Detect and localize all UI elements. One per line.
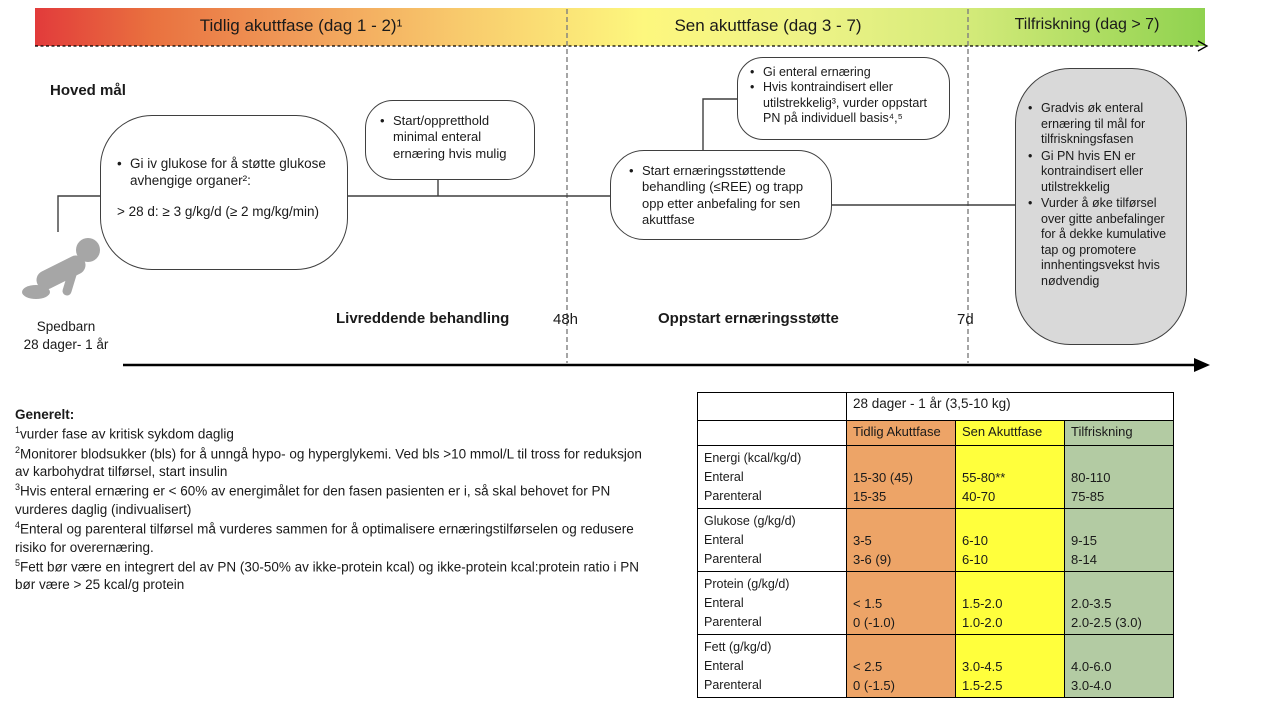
table-cell-line: [962, 638, 1058, 657]
table-cell-line: 1.5-2.0: [962, 596, 1003, 611]
bubble-recovery-phase: [1015, 68, 1187, 345]
table-group-label-cell: [698, 509, 847, 572]
phase-axis-arrowhead-icon: [1198, 41, 1207, 51]
connector-infant-goal1: [58, 196, 101, 232]
table-cell-line: 4.0-6.0: [1071, 659, 1112, 674]
table-cell-line: [1071, 638, 1167, 657]
table-phase-header-cell: Tilfriskning: [1065, 421, 1174, 446]
table-cell-line: 3.0-4.5: [962, 659, 1003, 674]
table-phase-header-row: [698, 421, 1174, 446]
table-cell-line: Enteral: [704, 533, 744, 547]
table-cell-line: Protein (g/kg/d): [704, 577, 790, 591]
table-phase-header-cell: Tidlig Akuttfase: [847, 421, 956, 446]
table-value-cell: [1065, 446, 1174, 509]
table-cell-line: 3-5: [853, 533, 872, 548]
table-cell-line: [853, 575, 949, 594]
footnotes-list: [15, 424, 650, 594]
bubble-iv-glucose: [100, 115, 348, 270]
bullet-item: • Start ernæringsstøttende behandling (≤REE) og trapp opp etter anbefaling for sen akuttfase: [627, 163, 823, 228]
infant-age-label: [6, 318, 126, 354]
table-cell-line: [1071, 575, 1167, 594]
table-value-cell: [956, 446, 1065, 509]
timepoint-7d-label: 7d: [957, 311, 974, 328]
table-cell-line: 3.0-4.0: [1071, 678, 1112, 693]
bullet-item: • Gi iv glukose for å støtte glukose avhengige organer²:: [115, 156, 329, 190]
table-cell-line: [962, 575, 1058, 594]
nutrition-start-label: Oppstart ernæringsstøtte: [658, 310, 839, 327]
table-header-row: [698, 393, 1174, 421]
table-cell-line: 80-110: [1071, 470, 1111, 485]
bullet-item: • Start/oppretthold minimal enteral ernæring hvis mulig: [378, 113, 524, 162]
table-value-cell: [847, 446, 956, 509]
table-cell-line: 2.0-3.5: [1071, 596, 1112, 611]
table-cell-line: 55-80**: [962, 470, 1006, 485]
bubble-enteral-pn-list: [748, 65, 943, 126]
table-value-cell: [956, 572, 1065, 635]
table-cell-line: Enteral: [704, 596, 744, 610]
main-goal-label: Hoved mål: [50, 82, 126, 99]
table-cell-line: Enteral: [704, 659, 744, 673]
table-group-row: [698, 635, 1174, 698]
table-cell-line: 1.5-2.5: [962, 678, 1003, 693]
table-cell-line: 1.0-2.0: [962, 615, 1003, 630]
table-value-cell: [847, 572, 956, 635]
bullet-item: • Hvis kontraindisert eller utilstrekkelig³, vurder oppstart PN på individuell basis⁴,⁵: [748, 80, 943, 126]
bubble-enteral-pn: [737, 57, 950, 140]
table-cell-line: Glukose (g/kg/d): [704, 514, 796, 528]
table-group-row: [698, 572, 1174, 635]
general-footnotes: [15, 406, 650, 594]
table-cell-line: Parenteral: [704, 489, 762, 503]
nutrition-reference-table-grid: [697, 392, 1174, 698]
bubble-start-nutrition-support: [610, 150, 832, 240]
crawling-baby-icon: [16, 236, 111, 304]
bubble-minimal-enteral-list: [378, 113, 524, 162]
phase3-label: Tilfriskning (dag > 7): [1014, 16, 1160, 33]
table-value-cell: [1065, 635, 1174, 698]
infant-age-line2: 28 dager- 1 år: [23, 337, 109, 353]
table-cell-line: 9-15: [1071, 533, 1098, 548]
nutrition-reference-table: [697, 392, 1174, 698]
bullet-item: • Gi PN hvis EN er kontraindisert eller utilstrekkelig: [1026, 149, 1174, 196]
table-cell-line: Fett (g/kg/d): [704, 640, 772, 654]
table-cell-line: 6-10: [962, 533, 989, 548]
table-cell-line: 0 (-1.5): [853, 678, 895, 693]
bubble-recovery-phase-list: [1026, 101, 1174, 289]
table-cell-line: [853, 638, 949, 657]
infant-age-line1: Spedbarn: [36, 319, 96, 334]
table-cell-line: 75-85: [1071, 489, 1105, 504]
bubble-start-nutrition-support-list: [627, 163, 823, 228]
table-value-cell: [847, 635, 956, 698]
table-value-cell: [1065, 572, 1174, 635]
phase1-label: Tidlig akuttfase (dag 1 - 2)¹: [199, 16, 403, 35]
table-cell-line: 8-14: [1071, 552, 1098, 567]
timepoint-48h-label: 48h: [553, 311, 579, 328]
footnote-item: $^3$Hvis enteral ernæring er < 60% av energimålet for den fasen pasienten er i, så skal behovet for PN vurderes daglig (indivualisert): [15, 482, 611, 517]
table-cell-line: [853, 449, 949, 468]
bullet-item: • Vurder å øke tilførsel over gitte anbefalinger for å dekke kumulative tap og promotere innhentingsvekst hvis nødvendig: [1026, 196, 1174, 289]
table-phase-header-cell: Sen Akuttfase: [956, 421, 1065, 446]
table-value-cell: [956, 635, 1065, 698]
footnote-item: $^1$vurder fase av kritisk sykdom daglig: [15, 425, 234, 442]
bullet-item: • Gradvis øk enteral ernæring til mål for tilfriskningsfasen: [1026, 101, 1174, 148]
connector-goal3-goal4: [703, 99, 738, 151]
table-cell-line: 3-6 (9): [853, 552, 892, 567]
table-cell-line: [853, 512, 949, 531]
footnote-item: $^5$Fett bør være en integrert del av PN (30-50% av ikke-protein kcal) og ikke-protein kcal:protein ratio i PN bør være > 25 kcal/g protein: [15, 557, 640, 593]
glucose-dose-line: > 28 d: ≥ 3 g/kg/d (≥ 2 mg/kg/min): [117, 203, 320, 219]
table-cell-line: Parenteral: [704, 678, 762, 692]
table-cell-line: 6-10: [962, 552, 989, 567]
table-cell-line: < 1.5: [853, 596, 883, 611]
bubble-iv-glucose-list: [115, 156, 329, 190]
table-cell-line: 2.0-2.5 (3.0): [1071, 615, 1142, 630]
table-group-row: [698, 509, 1174, 572]
bullet-item: • Gi enteral ernæring: [748, 65, 943, 80]
table-corner-cell: [698, 393, 847, 421]
table-value-cell: [956, 509, 1065, 572]
table-cell-line: Enteral: [704, 470, 744, 484]
table-cell-line: 40-70: [962, 489, 996, 504]
table-cell-line: [1071, 449, 1167, 468]
table-cell-line: < 2.5: [853, 659, 883, 674]
table-value-cell: [1065, 509, 1174, 572]
footnote-item: $^4$Enteral og parenteral tilførsel må vurderes sammen for å optimalisere ernæringstilførselen og redusere risiko for overernæring.: [15, 519, 634, 555]
table-cell-line: Parenteral: [704, 552, 762, 566]
table-cell-line: [962, 512, 1058, 531]
bubble-minimal-enteral: [365, 100, 535, 180]
table-cell-line: Parenteral: [704, 615, 762, 629]
timeline-arrowhead-icon: [1194, 358, 1210, 372]
table-cell-line: [962, 449, 1058, 468]
table-value-cell: [847, 509, 956, 572]
table-group-label-cell: [698, 572, 847, 635]
table-group-label-cell: [698, 635, 847, 698]
footnote-item: $^2$Monitorer blodsukker (bls) for å unngå hypo- og hyperglykemi. Ved bls >10 mmol/L til tross for reduksjon av karbohydrat tilførsel, start insulin: [15, 444, 642, 480]
table-cell-line: Energi (kcal/kg/d): [704, 451, 802, 465]
table-group-row: [698, 446, 1174, 509]
table-group-label-cell: [698, 446, 847, 509]
table-cell-line: 15-35: [853, 489, 887, 504]
table-cell-line: 15-30 (45): [853, 470, 913, 485]
phase2-label: Sen akuttfase (dag 3 - 7): [674, 16, 862, 35]
table-age-header-cell: 28 dager - 1 år (3,5-10 kg): [847, 393, 1174, 421]
lifesaving-treatment-label: Livreddende behandling: [336, 310, 510, 327]
table-empty-cell: [698, 421, 847, 446]
table-cell-line: [1071, 512, 1167, 531]
table-cell-line: 0 (-1.0): [853, 615, 895, 630]
footnotes-heading: Generelt:: [15, 407, 75, 422]
